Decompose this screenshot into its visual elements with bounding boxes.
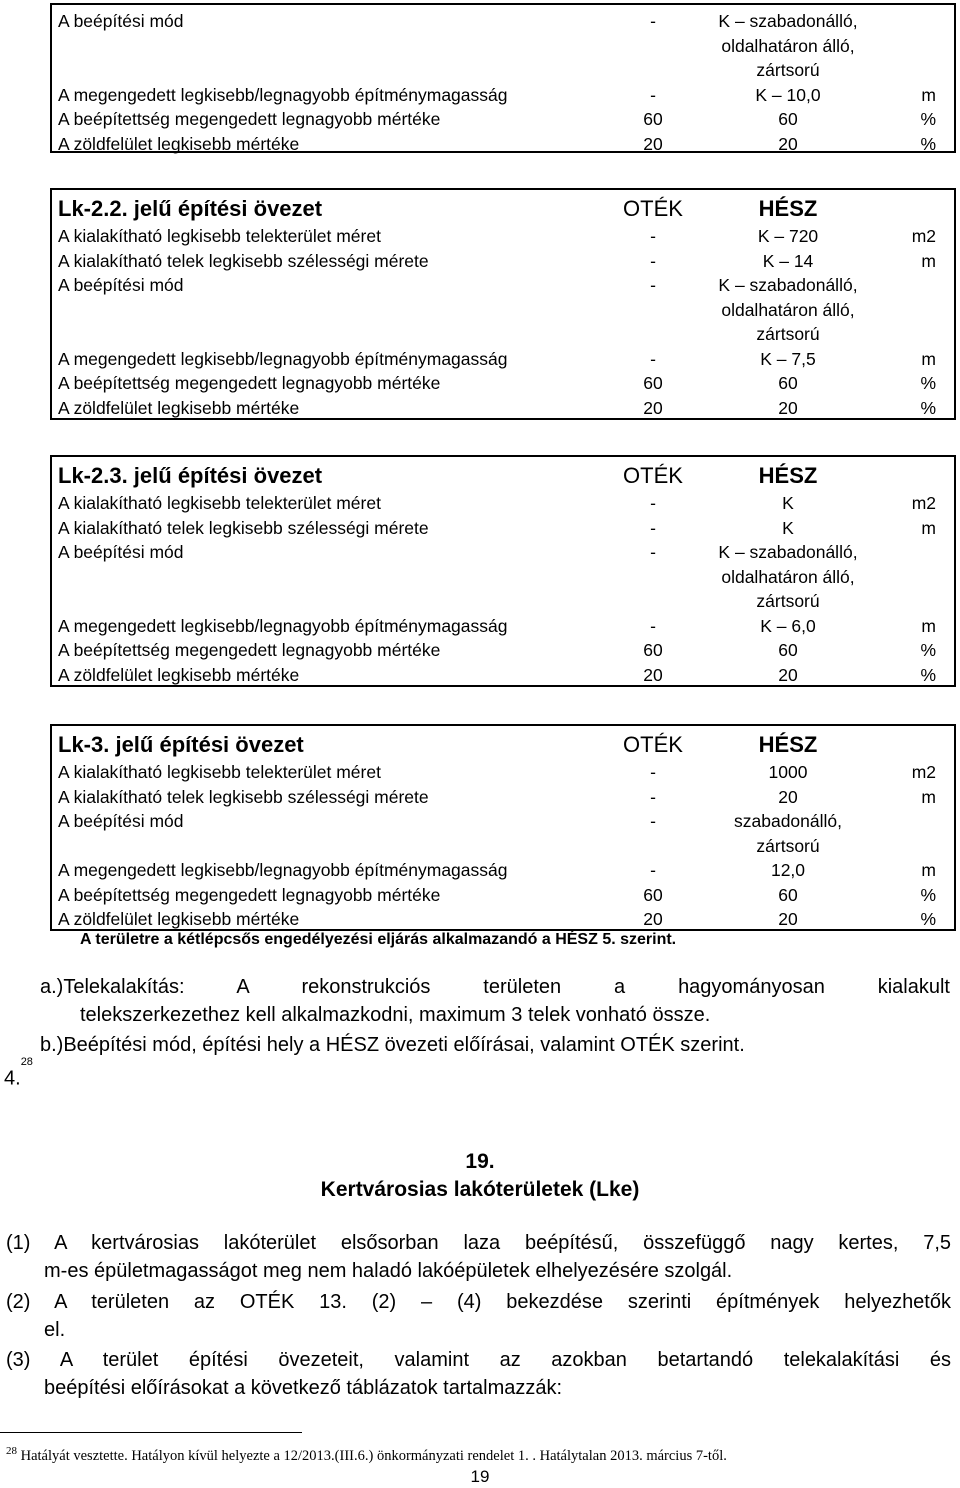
table-row — [52, 858, 954, 883]
footnote — [6, 1445, 727, 1465]
hesz-value: K – szabadonálló, — [718, 542, 858, 562]
table-row — [52, 614, 954, 639]
hesz-cell — [698, 83, 878, 108]
unit-value: m — [921, 786, 936, 807]
paragraph-1: (1) A kertvárosias lakóterület elsősorban laza beépítésű, összefüggő nagy kertes, 7,5 m-es épületmagasságot meg nem haladó lakóépületek elhelyezésére szolgál. — [6, 1232, 951, 1282]
otek-header: OTÉK — [623, 196, 683, 221]
otek-value: - — [650, 250, 656, 271]
unit-value: % — [920, 397, 936, 418]
hesz-cell — [698, 273, 878, 347]
row-label: A megengedett legkisebb/legnagyobb építménymagasság — [58, 860, 508, 880]
table-row — [52, 785, 954, 810]
hesz-value: zártsorú — [756, 835, 820, 856]
unit-value: % — [920, 133, 936, 154]
chapter-title: Kertvárosias lakóterületek (Lke) — [320, 1178, 640, 1201]
otek-value: - — [650, 517, 656, 538]
table-row — [52, 540, 954, 614]
unit-value: % — [920, 664, 936, 685]
row-label: A beépítettség megengedett legnagyobb mértéke — [58, 109, 441, 129]
row-label: A kialakítható legkisebb telekterület méret — [58, 226, 381, 246]
hesz-value: zártsorú — [756, 324, 820, 344]
table-row — [52, 107, 954, 132]
hesz-header: HÉSZ — [758, 732, 818, 757]
hesz-value: 20 — [778, 909, 798, 929]
otek-value: 60 — [643, 640, 663, 660]
footnote-number: 28 — [6, 1445, 17, 1457]
otek-header: OTÉK — [623, 463, 683, 488]
row-label: A zöldfelület legkisebb mértéke — [58, 909, 300, 929]
hesz-cell — [698, 907, 878, 932]
unit-value: % — [920, 909, 936, 929]
unit-value: m2 — [911, 762, 936, 782]
hesz-value: K – 7,5 — [760, 348, 816, 369]
footnote-ref: 28 — [20, 1056, 33, 1068]
unit-value: m — [921, 250, 936, 271]
hesz-cell — [698, 491, 878, 516]
hesz-value: K — [782, 517, 794, 538]
paragraph-3: (3) A terület építési övezeteit, valamint az azokban betartandó telekalakítási és beépítési előírásokat a következő táblázatok tartalmazzák: — [6, 1349, 951, 1399]
unit-value: m — [921, 348, 936, 369]
otek-value: - — [650, 493, 656, 513]
row-label: A beépítettség megengedett legnagyobb mértéke — [58, 373, 441, 393]
zone-table-lk-3 — [50, 724, 956, 931]
section-4-item-a: a.)Telekalakítás: A rekonstrukciós területen a hagyományosan kialakult telekszerkezethez kell alkalmazkodni, maximum 3 telek vonható össze. — [40, 976, 950, 1026]
hesz-value: szabadonálló, — [734, 811, 842, 831]
hesz-value: 20 — [778, 133, 798, 154]
table-row — [52, 273, 954, 347]
otek-value: - — [650, 226, 656, 246]
unit-value: m2 — [911, 226, 936, 246]
hesz-value: 1000 — [768, 762, 808, 782]
hesz-value: K – 720 — [757, 226, 819, 246]
hesz-value: K – 6,0 — [760, 615, 816, 636]
hesz-value: 20 — [778, 664, 798, 685]
hesz-cell — [698, 663, 878, 688]
hesz-header: HÉSZ — [758, 463, 818, 488]
otek-value: 20 — [643, 397, 663, 418]
table-row — [52, 663, 954, 688]
hesz-cell — [698, 107, 878, 132]
hesz-value: 60 — [778, 109, 798, 129]
hesz-cell — [698, 785, 878, 810]
row-label: A beépítési mód — [58, 811, 184, 831]
unit-value: m — [921, 860, 936, 880]
zone-title: Lk-3. jelű építési övezet — [58, 732, 304, 757]
unit-value: % — [920, 640, 936, 660]
hesz-cell — [698, 883, 878, 908]
zone-table-lk-2-3 — [50, 455, 956, 687]
unit-value: % — [920, 884, 936, 905]
hesz-value: 20 — [778, 786, 798, 807]
row-label: A beépítési mód — [58, 542, 184, 562]
table-row — [52, 132, 954, 157]
hesz-header: HÉSZ — [758, 196, 818, 221]
otek-value: 20 — [643, 909, 663, 929]
hesz-value: 60 — [778, 373, 798, 393]
row-label: A kialakítható telek legkisebb szélességi mérete — [58, 250, 429, 271]
table-row — [52, 83, 954, 108]
table-header-row — [52, 461, 954, 491]
table-row — [52, 9, 954, 83]
hesz-cell — [698, 224, 878, 249]
hesz-value: 60 — [778, 884, 798, 905]
hesz-value: K – 10,0 — [755, 84, 821, 105]
row-label: A megengedett legkisebb/legnagyobb építménymagasság — [58, 84, 508, 105]
table-row — [52, 516, 954, 541]
page-number: 19 — [470, 1467, 490, 1486]
hesz-cell — [698, 516, 878, 541]
approval-note: A területre a kétlépcsős engedélyezési eljárás alkalmazandó a HÉSZ 5. szerint. — [80, 931, 677, 948]
hesz-value: zártsorú — [756, 60, 820, 80]
row-label: A kialakítható telek legkisebb szélességi mérete — [58, 517, 429, 538]
otek-header: OTÉK — [623, 732, 683, 757]
section-4-number: 4.28 — [4, 1056, 33, 1090]
unit-value: % — [920, 373, 936, 393]
hesz-value: 20 — [778, 397, 798, 418]
row-label: A zöldfelület legkisebb mértéke — [58, 133, 300, 154]
table-row — [52, 809, 954, 858]
unit-value: m — [921, 84, 936, 105]
hesz-cell — [698, 396, 878, 421]
row-label: A beépítési mód — [58, 11, 184, 31]
hesz-cell — [698, 371, 878, 396]
table-header-row — [52, 730, 954, 760]
otek-value: 60 — [643, 884, 663, 905]
unit-value: m — [921, 615, 936, 636]
hesz-value: oldalhatáron álló, — [721, 566, 855, 587]
table-row — [52, 907, 954, 932]
row-label: A beépítettség megengedett legnagyobb mértéke — [58, 640, 441, 660]
hesz-cell — [698, 858, 878, 883]
otek-value: - — [650, 615, 656, 636]
hesz-cell — [698, 614, 878, 639]
otek-value: - — [650, 542, 656, 562]
row-label: A zöldfelület legkisebb mértéke — [58, 397, 300, 418]
table-row — [52, 883, 954, 908]
hesz-value: K – 14 — [762, 250, 814, 271]
hesz-value: K — [782, 493, 794, 513]
hesz-value: zártsorú — [756, 591, 820, 611]
otek-value: 20 — [643, 664, 663, 685]
row-label: A kialakítható legkisebb telekterület méret — [58, 762, 381, 782]
hesz-value: 60 — [778, 640, 798, 660]
hesz-value: oldalhatáron álló, — [721, 299, 855, 320]
otek-value: - — [650, 811, 656, 831]
unit-value: % — [920, 109, 936, 129]
hesz-cell — [698, 638, 878, 663]
otek-value: - — [650, 860, 656, 880]
table-row — [52, 347, 954, 372]
otek-value: 20 — [643, 133, 663, 154]
chapter-number: 19. — [465, 1150, 495, 1173]
hesz-cell — [698, 540, 878, 614]
row-label: A kialakítható legkisebb telekterület méret — [58, 493, 381, 513]
hesz-cell — [698, 9, 878, 83]
row-label: A megengedett legkisebb/legnagyobb építménymagasság — [58, 348, 508, 369]
row-label: A zöldfelület legkisebb mértéke — [58, 664, 300, 685]
otek-value: 60 — [643, 373, 663, 393]
zone-table-continuation — [50, 3, 956, 153]
hesz-value: 12,0 — [770, 860, 806, 880]
table-row — [52, 249, 954, 274]
row-label: A beépítettség megengedett legnagyobb mértéke — [58, 884, 441, 905]
row-label: A beépítési mód — [58, 275, 184, 295]
row-label: A megengedett legkisebb/legnagyobb építménymagasság — [58, 615, 508, 636]
hesz-value: K – szabadonálló, — [718, 11, 858, 31]
hesz-cell — [698, 347, 878, 372]
section-4-item-b: b.)Beépítési mód, építési hely a HÉSZ övezeti előírásai, valamint OTÉK szerint. — [40, 1034, 745, 1056]
unit-value: m — [921, 517, 936, 538]
table-row — [52, 491, 954, 516]
otek-value: - — [650, 762, 656, 782]
otek-value: - — [650, 84, 656, 105]
table-row — [52, 396, 954, 421]
zone-title: Lk-2.3. jelű építési övezet — [58, 463, 323, 488]
hesz-cell — [698, 249, 878, 274]
otek-value: - — [650, 348, 656, 369]
row-label: A kialakítható telek legkisebb szélességi mérete — [58, 786, 429, 807]
table-row — [52, 371, 954, 396]
otek-value: 60 — [643, 109, 663, 129]
hesz-value: K – szabadonálló, — [718, 275, 858, 295]
unit-value: m2 — [911, 493, 936, 513]
paragraph-2: (2) A területen az OTÉK 13. (2) – (4) bekezdése szerinti építmények helyezhetők el. — [6, 1291, 951, 1341]
table-row — [52, 224, 954, 249]
otek-value: - — [650, 11, 656, 31]
zone-title: Lk-2.2. jelű építési övezet — [58, 196, 323, 221]
hesz-value: oldalhatáron álló, — [721, 35, 855, 56]
footnote-separator — [0, 1432, 302, 1433]
table-row — [52, 638, 954, 663]
footnote-text: Hatályát vesztette. Hatályon kívül helyezte a 12/2013.(III.6.) önkormányzati rendelet 1. . Hatálytalan 2013. március 7-től. — [17, 1447, 727, 1464]
hesz-cell — [698, 760, 878, 785]
hesz-cell — [698, 132, 878, 157]
otek-value: - — [650, 786, 656, 807]
zone-table-lk-2-2 — [50, 188, 956, 420]
table-header-row — [52, 194, 954, 224]
otek-value: - — [650, 275, 656, 295]
hesz-cell — [698, 809, 878, 858]
table-row — [52, 760, 954, 785]
